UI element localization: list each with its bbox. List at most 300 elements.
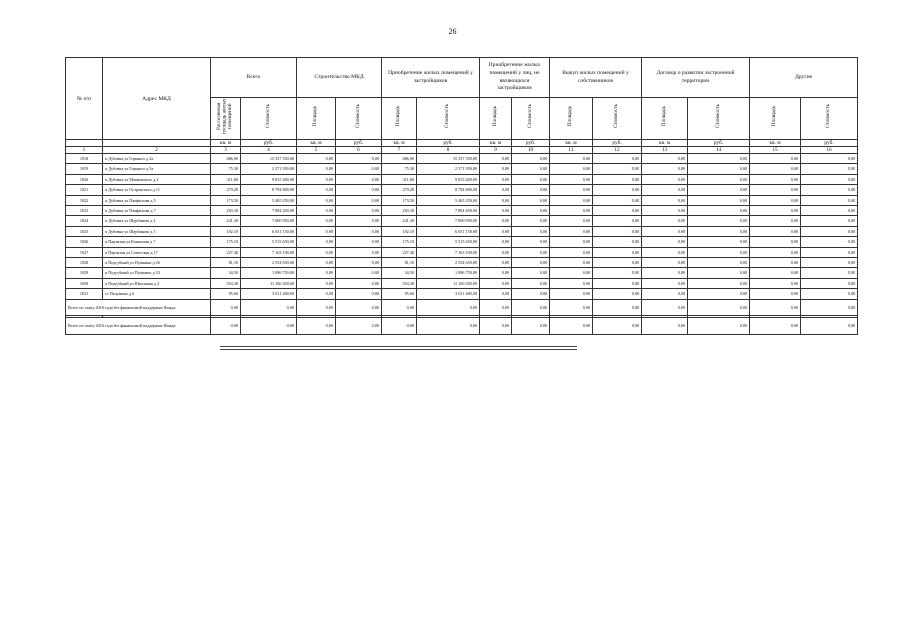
row-value: 0,00 — [593, 278, 642, 288]
row-number: 1021 — [66, 185, 103, 195]
column-number: 15 — [750, 147, 801, 154]
row-value: 0,00 — [688, 268, 750, 278]
header-sub-area: Площадь — [642, 98, 688, 140]
row-value: 0,00 — [297, 164, 336, 174]
row-value: 0,00 — [801, 174, 858, 184]
row-value: 0,00 — [642, 185, 688, 195]
row-number: 1030 — [66, 278, 103, 288]
total-value: 0,00 — [642, 299, 688, 316]
column-number: 16 — [801, 147, 858, 154]
total-value: 0,00 — [480, 318, 512, 335]
row-value: 0,00 — [480, 174, 512, 184]
row-number: 1020 — [66, 174, 103, 184]
row-value: 0,00 — [642, 268, 688, 278]
unit-cell: кв. м — [750, 140, 801, 147]
row-value: 34,50 — [382, 268, 417, 278]
row-value: 0,00 — [688, 164, 750, 174]
table-row — [66, 268, 858, 278]
header-group-buyout: Выкуп жилых помещений у собственников — [550, 58, 642, 98]
total-value: 0,00 — [336, 318, 382, 335]
row-value: 227,40 — [211, 247, 241, 257]
row-value: 6 051 150,00 — [241, 226, 297, 236]
row-value: 192,10 — [211, 226, 241, 236]
row-value: 0,00 — [688, 206, 750, 216]
row-value: 173,50 — [382, 195, 417, 205]
row-value: 0,00 — [801, 268, 858, 278]
row-value: 0,00 — [336, 226, 382, 236]
total-value: 0,00 — [297, 299, 336, 316]
row-number: 1027 — [66, 247, 103, 257]
row-value: 0,00 — [642, 247, 688, 257]
total-value: 0,00 — [593, 299, 642, 316]
row-value: 81,10 — [382, 258, 417, 268]
row-address: п Дубовка ул Горького д 5а — [103, 164, 211, 174]
total-value: 0,00 — [512, 318, 550, 335]
row-value: 0,00 — [750, 247, 801, 257]
unit-cell: руб. — [336, 140, 382, 147]
row-number: 1024 — [66, 216, 103, 226]
row-value: 0,00 — [550, 278, 593, 288]
row-address: п Дубовка ул Панфилова д 7 — [103, 206, 211, 216]
row-value: 0,00 — [480, 185, 512, 195]
row-value: 1 086 750,00 — [241, 268, 297, 278]
row-value: 0,00 — [512, 154, 550, 164]
row-value: 0,00 — [512, 164, 550, 174]
total-value: 0,00 — [593, 318, 642, 335]
row-value: 0,00 — [480, 258, 512, 268]
row-address: п Дубовка ул Щербакова д 3 — [103, 226, 211, 236]
row-value: 95,60 — [211, 289, 241, 299]
row-value: 1 086 750,00 — [417, 268, 480, 278]
row-value: 250,30 — [211, 206, 241, 216]
column-number: 4 — [241, 147, 297, 154]
header-address: Адрес МКД — [103, 58, 211, 140]
resettlement-table — [65, 57, 858, 335]
row-value: 0,00 — [480, 226, 512, 236]
row-value: 0,00 — [550, 247, 593, 257]
column-number: 12 — [593, 147, 642, 154]
row-number: 1025 — [66, 226, 103, 236]
row-value: 0,00 — [593, 237, 642, 247]
table-row — [66, 258, 858, 268]
row-value: 0,00 — [480, 206, 512, 216]
row-address: п Дубовка ул Щербакова д 2 — [103, 216, 211, 226]
row-value: 34,50 — [211, 268, 241, 278]
row-address: п Дубовка ул Маяковского д 2 — [103, 174, 211, 184]
row-value: 0,00 — [480, 247, 512, 257]
row-value: 241,30 — [211, 216, 241, 226]
header-sub-resettled-area: Расселяемая площадь жилых помещений — [211, 98, 241, 140]
row-value: 0,00 — [336, 289, 382, 299]
total-value: 0,00 — [417, 299, 480, 316]
total-value: 0,00 — [241, 318, 297, 335]
unit-cell — [66, 140, 103, 147]
column-numbers-row — [66, 147, 858, 154]
row-value: 3 011 400,00 — [241, 289, 297, 299]
row-value: 0,00 — [512, 247, 550, 257]
row-value: 0,00 — [750, 289, 801, 299]
row-value: 0,00 — [550, 289, 593, 299]
row-value: 5 465 250,00 — [241, 195, 297, 205]
table-row — [66, 185, 858, 195]
row-value: 0,00 — [512, 278, 550, 288]
total-value: 0,00 — [336, 299, 382, 316]
row-value: 0,00 — [480, 289, 512, 299]
row-value: 175,10 — [211, 237, 241, 247]
row-value: 0,00 — [750, 164, 801, 174]
row-value: 8 794 800,00 — [417, 185, 480, 195]
row-value: 192,10 — [382, 226, 417, 236]
row-value: 173,50 — [211, 195, 241, 205]
units-row — [66, 140, 858, 147]
unit-cell: руб. — [593, 140, 642, 147]
row-value: 0,00 — [688, 247, 750, 257]
row-value: 7 600 950,00 — [417, 216, 480, 226]
row-value: 0,00 — [688, 216, 750, 226]
row-value: 0,00 — [750, 154, 801, 164]
column-number: 3 — [211, 147, 241, 154]
row-value: 2 371 950,00 — [241, 164, 297, 174]
table-row — [66, 195, 858, 205]
header-group-total: Всего — [211, 58, 297, 98]
row-value: 0,00 — [297, 258, 336, 268]
total-value: 0,00 — [550, 299, 593, 316]
row-value: 0,00 — [642, 226, 688, 236]
row-number: 1031 — [66, 289, 103, 299]
row-value: 0,00 — [593, 154, 642, 164]
row-value: 0,00 — [750, 226, 801, 236]
row-value: 0,00 — [801, 289, 858, 299]
row-value: 0,00 — [512, 206, 550, 216]
unit-cell: руб. — [688, 140, 750, 147]
row-value: 0,00 — [297, 185, 336, 195]
row-value: 7 600 950,00 — [241, 216, 297, 226]
row-value: 0,00 — [642, 237, 688, 247]
row-value: 0,00 — [688, 258, 750, 268]
row-value: 0,00 — [550, 268, 593, 278]
row-value: 0,00 — [801, 226, 858, 236]
row-value: 0,00 — [512, 195, 550, 205]
row-value: 0,00 — [688, 195, 750, 205]
row-value: 0,00 — [642, 174, 688, 184]
row-value: 0,00 — [688, 289, 750, 299]
row-value: 3 011 400,00 — [417, 289, 480, 299]
row-value: 0,00 — [801, 195, 858, 205]
row-value: 0,00 — [550, 258, 593, 268]
header-sub-cost: Стоимость — [688, 98, 750, 140]
table-row — [66, 216, 858, 226]
row-value: 0,00 — [480, 278, 512, 288]
closing-line — [220, 349, 577, 350]
total-value: 0,00 — [642, 318, 688, 335]
row-value: 0,00 — [801, 278, 858, 288]
row-value: 11 160 450,00 — [241, 278, 297, 288]
unit-cell: кв. м — [211, 140, 241, 147]
row-value: 0,00 — [593, 258, 642, 268]
row-value: 0,00 — [336, 164, 382, 174]
row-value: 0,00 — [642, 154, 688, 164]
header-group-territory: Договор о развитии застроенной территории — [642, 58, 750, 98]
total-value: 0,00 — [480, 299, 512, 316]
row-value: 0,00 — [688, 154, 750, 164]
row-value: 0,00 — [801, 185, 858, 195]
unit-cell: кв. м — [382, 140, 417, 147]
row-value: 0,00 — [297, 226, 336, 236]
row-value: 250,30 — [382, 206, 417, 216]
row-value: 7 163 100,00 — [241, 247, 297, 257]
column-number: 2 — [103, 147, 211, 154]
row-value: 0,00 — [593, 164, 642, 174]
total-row — [66, 299, 858, 316]
row-value: 354,30 — [382, 278, 417, 288]
row-value: 0,00 — [297, 195, 336, 205]
row-value: 0,00 — [593, 174, 642, 184]
row-address: п Дубовка ул Панфилова д 5 — [103, 195, 211, 205]
row-address: п Подгубный ул Пушкина д 26 — [103, 258, 211, 268]
column-number: 9 — [480, 147, 512, 154]
row-value: 0,00 — [336, 278, 382, 288]
row-value: 0,00 — [550, 226, 593, 236]
row-value: 0,00 — [801, 216, 858, 226]
row-value: 0,00 — [642, 195, 688, 205]
table-row — [66, 206, 858, 216]
row-value: 0,00 — [642, 164, 688, 174]
row-value: 175,10 — [382, 237, 417, 247]
table-row — [66, 164, 858, 174]
table-row — [66, 226, 858, 236]
header-group-construction: Строительство МКД — [297, 58, 382, 98]
row-value: 279,20 — [382, 185, 417, 195]
unit-cell: кв. м — [480, 140, 512, 147]
row-value: 0,00 — [550, 237, 593, 247]
header-sub-area: Площадь — [550, 98, 593, 140]
row-value: 0,00 — [336, 216, 382, 226]
row-value: 0,00 — [480, 237, 512, 247]
row-value: 0,00 — [688, 278, 750, 288]
row-value: 311,60 — [382, 174, 417, 184]
total-value: 0,00 — [382, 299, 417, 316]
row-value: 2 554 650,00 — [417, 258, 480, 268]
row-value: 0,00 — [642, 278, 688, 288]
row-value: 7 163 100,00 — [417, 247, 480, 257]
row-value: 0,00 — [750, 237, 801, 247]
row-value: 279,20 — [211, 185, 241, 195]
row-value: 75,30 — [211, 164, 241, 174]
header-sub-area: Площадь — [750, 98, 801, 140]
row-value: 0,00 — [512, 185, 550, 195]
row-value: 0,00 — [688, 237, 750, 247]
row-value: 0,00 — [336, 185, 382, 195]
row-value: 0,00 — [512, 237, 550, 247]
row-address: п Дубовка ул Горького д 2а — [103, 154, 211, 164]
total-value: 0,00 — [512, 299, 550, 316]
column-number: 8 — [417, 147, 480, 154]
row-address: ст Полунино д 6 — [103, 289, 211, 299]
column-number: 13 — [642, 147, 688, 154]
row-value: 0,00 — [336, 268, 382, 278]
row-value: 0,00 — [512, 174, 550, 184]
unit-cell: кв. м — [642, 140, 688, 147]
row-value: 0,00 — [593, 185, 642, 195]
row-value: 0,00 — [750, 195, 801, 205]
header-sub-area: Площадь — [382, 98, 417, 140]
row-value: 0,00 — [480, 154, 512, 164]
table-row — [66, 278, 858, 288]
row-value: 0,00 — [593, 195, 642, 205]
row-value: 0,00 — [297, 237, 336, 247]
row-value: 75,30 — [382, 164, 417, 174]
row-number: 1022 — [66, 195, 103, 205]
row-value: 0,00 — [336, 258, 382, 268]
row-value: 0,00 — [480, 268, 512, 278]
row-number: 1026 — [66, 237, 103, 247]
row-value: 0,00 — [512, 289, 550, 299]
row-address: п Партизан ул Советская д 17 — [103, 247, 211, 257]
unit-cell: руб. — [512, 140, 550, 147]
row-value: 9 815 400,00 — [241, 174, 297, 184]
row-value: 0,00 — [512, 268, 550, 278]
row-value: 6 051 150,00 — [417, 226, 480, 236]
row-value: 11 160 450,00 — [417, 278, 480, 288]
row-value: 0,00 — [512, 226, 550, 236]
row-value: 0,00 — [297, 278, 336, 288]
row-value: 0,00 — [336, 154, 382, 164]
unit-cell: руб. — [241, 140, 297, 147]
closing-lines — [220, 346, 577, 352]
total-value: 0,00 — [688, 299, 750, 316]
total-value: 0,00 — [211, 299, 241, 316]
total-value: 0,00 — [750, 299, 801, 316]
row-value: 0,00 — [297, 174, 336, 184]
table-row — [66, 237, 858, 247]
row-value: 0,00 — [512, 216, 550, 226]
row-value: 8 794 800,00 — [241, 185, 297, 195]
table-row — [66, 174, 858, 184]
column-number: 5 — [297, 147, 336, 154]
row-value: 2 554 650,00 — [241, 258, 297, 268]
total-label: Всего по этапу 2016 года без финансовой поддержки Фонда: — [66, 299, 211, 316]
total-row — [66, 318, 858, 335]
page-number: 26 — [448, 27, 457, 36]
unit-cell: кв. м — [550, 140, 593, 147]
table-row — [66, 247, 858, 257]
row-number: 1018 — [66, 154, 103, 164]
row-value: 0,00 — [750, 268, 801, 278]
row-value: 0,00 — [336, 174, 382, 184]
row-address: п Дубовка ул Островского д 11 — [103, 185, 211, 195]
row-value: 0,00 — [688, 226, 750, 236]
row-value: 7 884 450,00 — [417, 206, 480, 216]
total-value: 0,00 — [211, 318, 241, 335]
row-value: 0,00 — [480, 164, 512, 174]
row-value: 0,00 — [750, 278, 801, 288]
row-value: 354,30 — [211, 278, 241, 288]
header-group-non-developers: Приобретение жилых помещений у лиц, не являющихся застройщиком — [480, 58, 550, 98]
table-row — [66, 154, 858, 164]
column-number: 6 — [336, 147, 382, 154]
row-value: 5 515 650,00 — [241, 237, 297, 247]
closing-line — [220, 346, 577, 347]
row-value: 241,30 — [382, 216, 417, 226]
row-value: 0,00 — [750, 258, 801, 268]
row-value: 81,10 — [211, 258, 241, 268]
row-value: 0,00 — [801, 258, 858, 268]
row-value: 0,00 — [593, 268, 642, 278]
row-number: 1019 — [66, 164, 103, 174]
row-value: 0,00 — [297, 154, 336, 164]
row-value: 15 337 350,00 — [417, 154, 480, 164]
total-value: 0,00 — [801, 299, 858, 316]
total-value: 0,00 — [688, 318, 750, 335]
row-value: 0,00 — [801, 164, 858, 174]
total-value: 0,00 — [241, 299, 297, 316]
row-value: 0,00 — [750, 216, 801, 226]
row-number: 1023 — [66, 206, 103, 216]
unit-cell: кв. м — [297, 140, 336, 147]
total-value: 0,00 — [801, 318, 858, 335]
total-label: Всего по этапу 2016 года без финансовой поддержки Фонда: — [66, 318, 211, 335]
row-value: 0,00 — [593, 226, 642, 236]
row-value: 0,00 — [550, 195, 593, 205]
row-value: 7 884 450,00 — [241, 206, 297, 216]
row-number: 1029 — [66, 268, 103, 278]
row-value: 0,00 — [642, 206, 688, 216]
row-value: 0,00 — [336, 247, 382, 257]
total-value: 0,00 — [297, 318, 336, 335]
row-value: 0,00 — [642, 258, 688, 268]
header-sub-area: Площадь — [480, 98, 512, 140]
row-value: 0,00 — [512, 258, 550, 268]
row-value: 15 337 350,00 — [241, 154, 297, 164]
row-value: 227,40 — [382, 247, 417, 257]
header-sub-cost: Стоимость — [417, 98, 480, 140]
row-value: 0,00 — [297, 247, 336, 257]
row-number: 1028 — [66, 258, 103, 268]
column-number: 10 — [512, 147, 550, 154]
column-number: 1 — [66, 147, 103, 154]
row-value: 0,00 — [593, 206, 642, 216]
row-value: 0,00 — [593, 289, 642, 299]
total-value: 0,00 — [417, 318, 480, 335]
row-value: 0,00 — [750, 206, 801, 216]
row-value: 0,00 — [801, 154, 858, 164]
row-value: 0,00 — [593, 247, 642, 257]
header-sub-cost: Стоимость — [593, 98, 642, 140]
row-value: 0,00 — [642, 289, 688, 299]
row-value: 0,00 — [550, 154, 593, 164]
row-address: п Партизан ул Казанская д 7 — [103, 237, 211, 247]
header-group-developers: Приобретение жилых помещений у застройщиков — [382, 58, 480, 98]
row-value: 0,00 — [550, 206, 593, 216]
row-value: 0,00 — [297, 206, 336, 216]
row-value: 0,00 — [550, 174, 593, 184]
column-number: 14 — [688, 147, 750, 154]
row-value: 95,60 — [382, 289, 417, 299]
unit-cell — [103, 140, 211, 147]
header-sub-cost: Стоимость — [512, 98, 550, 140]
row-value: 0,00 — [750, 174, 801, 184]
total-value: 0,00 — [550, 318, 593, 335]
row-value: 0,00 — [550, 216, 593, 226]
row-value: 0,00 — [297, 268, 336, 278]
row-value: 0,00 — [480, 195, 512, 205]
row-value: 0,00 — [336, 237, 382, 247]
column-number: 7 — [382, 147, 417, 154]
row-address: п Подгубный ул Школьная д 2 — [103, 278, 211, 288]
column-number: 11 — [550, 147, 593, 154]
unit-cell: руб. — [801, 140, 858, 147]
row-value: 9 815 400,00 — [417, 174, 480, 184]
